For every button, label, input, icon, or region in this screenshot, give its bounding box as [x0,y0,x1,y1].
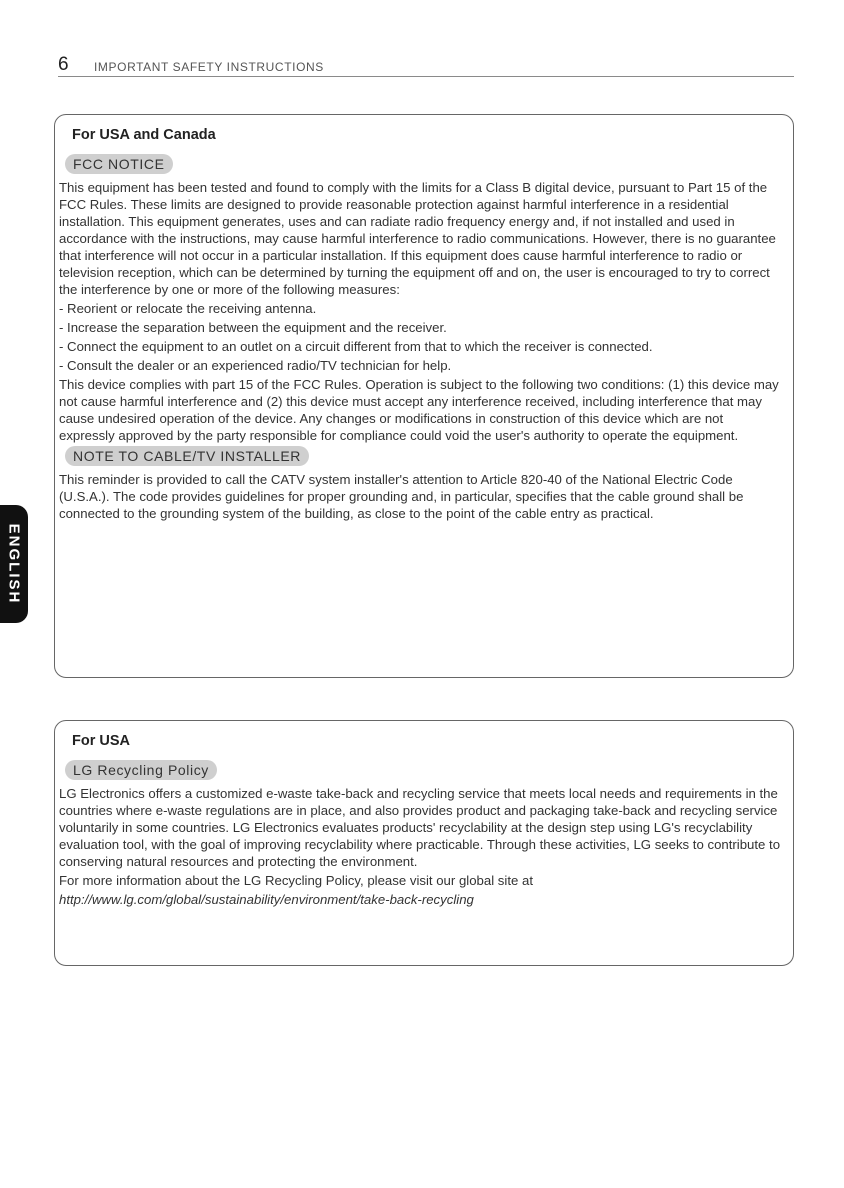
catv-paragraph: This reminder is provided to call the CATV system installer's attention to Article 820-40 of the National Electric Code (U.S.A.). The code provides guidelines for proper grounding and, in particular, specifies that the cable ground shall be connected to the grounding system of the building, as close to the point of the cable entry as practical. [59,472,744,521]
measure-item: - Reorient or relocate the receiving antenna. [59,301,317,316]
recycling-paragraph: LG Electronics offers a customized e-waste take-back and recycling service that meets local needs and requirements in the countries where e-waste regulations are in place, and also provides product and packaging take-back and recycling service voluntarily in some countries. LG Electronics evaluates products' recyclability at the design step using LG's recyclability evaluation tool, with the goal of improving recyclability where practicable. Through these activities, LG seeks to contribute to conserving natural resources and protecting the environment. [59,786,781,869]
recycling-url: http://www.lg.com/global/sustainability/environment/take-back-recycling [59,892,474,907]
header-title: IMPORTANT SAFETY INSTRUCTIONS [94,60,324,74]
usa-canada-section [54,114,794,678]
catv-installer-label: NOTE TO CABLE/TV INSTALLER [65,446,309,466]
measure-item: - Connect the equipment to an outlet on a circuit different from that to which the receiver is connected. [59,339,653,354]
language-tab [0,505,28,623]
recycling-policy-label: LG Recycling Policy [65,760,217,780]
page-number: 6 [58,54,69,75]
fcc-notice-paragraph: This equipment has been tested and found to comply with the limits for a Class B digital device, pursuant to Part 15 of the FCC Rules. These limits are designed to provide reasonable protection against harmful interference in a residential installation. This equipment generates, uses and can radiate radio frequency energy and, if not installed and used in accordance with the instructions, may cause harmful interference to radio communications. However, there is no guarantee that interference will not occur in a particular installation. If this equipment does cause harmful interference to radio or television reception, which can be determined by turning the equipment off and on, the user is encouraged to try to correct the interference by one or more of the following measures: [59,180,776,297]
usa-section [54,720,794,966]
usa-heading: For USA [72,733,130,749]
compliance-paragraph: This device complies with part 15 of the FCC Rules. Operation is subject to the following two conditions: (1) this device may not cause harmful interference and (2) this device must accept any interference received, including interference that may cause undesired operation of the device. Any changes or modifications in construction of this device which are not expressly approved by the party responsible for compliance could void the user's authority to operate the equipment. [59,377,779,443]
measure-item: - Consult the dealer or an experienced radio/TV technician for help. [59,358,452,373]
language-tab-label: ENGLISH [5,523,23,605]
usa-canada-heading: For USA and Canada [72,127,216,143]
measure-item: - Increase the separation between the equipment and the receiver. [59,320,447,335]
page-header [58,54,794,77]
more-info-text: For more information about the LG Recycling Policy, please visit our global site at [59,873,533,888]
fcc-notice-label: FCC NOTICE [65,154,173,174]
